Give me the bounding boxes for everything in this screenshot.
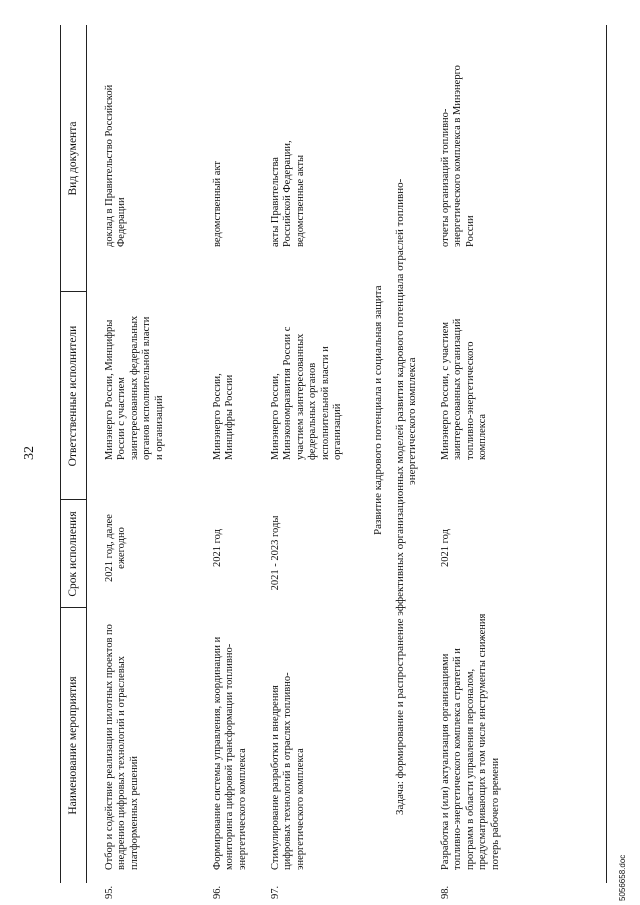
page-number: 32 (22, 446, 37, 460)
row-responsible: Минэнерго России, Минэкономразвития России с участием заинтересованных федеральных органов исполнительной власти и организаций (270, 326, 344, 460)
row-doc-type: ведомственный акт (212, 160, 223, 247)
header-term: Срок исполнения (67, 511, 79, 597)
row-term: 2021 год (212, 529, 223, 567)
task-line-2: энергетического комплекса (406, 357, 418, 485)
header-bottom-rule (86, 25, 87, 883)
row-name: Стимулирование разработки и внедрения цифровых технологий в отраслях топливно-энергетического комплекса (270, 672, 306, 870)
row-number: 98. (440, 885, 451, 899)
header-name: Наименование мероприятия (67, 676, 79, 815)
doc-id: 5056658.doc (618, 854, 627, 901)
row-name: Формирование системы управления, координации и мониторинга цифровой трансформации топливно-энергетического комплекса (212, 636, 248, 870)
row-responsible: Минэнерго России, Минцифры России с участием заинтересованных федеральных органов исполнительной власти и организаций (104, 315, 165, 460)
row-number: 97. (270, 885, 281, 899)
row-doc-type: доклад в Правительство Российской Федерации (104, 84, 128, 247)
section-title: Развитие кадрового потенциала и социальная защита (372, 285, 384, 535)
row-number: 95. (104, 885, 115, 899)
task-line-1: Задача: формирование и распространение эффективных организационных моделей развития кадрового потенциала отраслей топливно- (394, 178, 406, 815)
row-term: 2021 год, далее ежегодно (104, 514, 128, 582)
row-term: 2021 год (440, 529, 451, 567)
header-doc-type: Вид документа (67, 121, 79, 196)
row-number: 96. (212, 885, 223, 899)
header-responsible: Ответственные исполнители (67, 325, 79, 467)
table-bottom-rule (606, 25, 607, 883)
row-doc-type: отчеты организаций топливно-энергетического комплекса в Минэнерго России (440, 65, 476, 247)
row-responsible: Минэнерго России, с участием заинтересованных организаций топливно-энергетического комплекса (440, 318, 489, 460)
row-doc-type: акты Правительства Российской Федерации, ведомственные акты (270, 140, 306, 247)
row-responsible: Минэнерго России, Минцифры России (212, 373, 236, 460)
row-name: Разработка и (или) актуализация организациями топливно-энергетического комплекса стратегий и программ в области управления персоналом, предусматривающих в том числе инструменты снижения потерь рабочего времени (440, 613, 501, 870)
row-name: Отбор и содействие реализации пилотных проектов по внедрению цифровых технологий и отраслевых платформенных решений (104, 624, 140, 870)
row-term: 2021 - 2023 годы (270, 515, 281, 591)
